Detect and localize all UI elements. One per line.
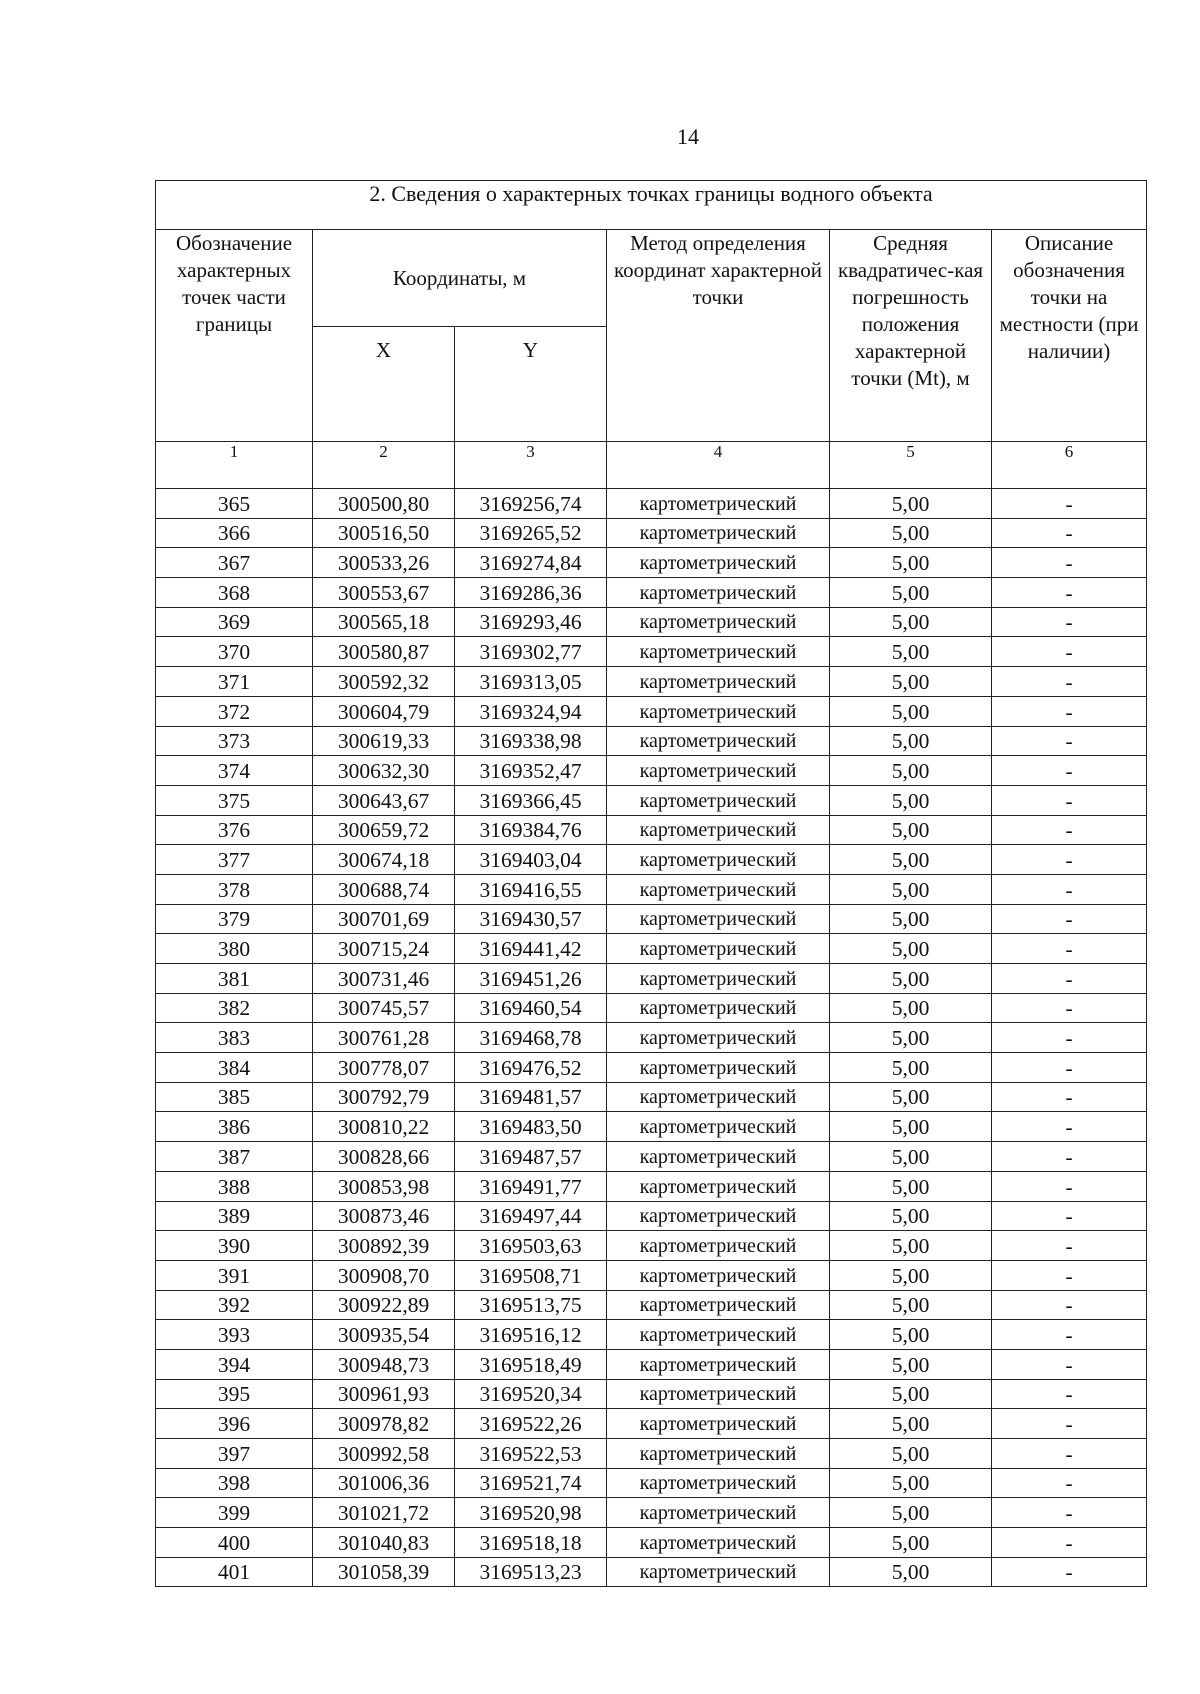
mt-error-cell: 5,00: [830, 637, 992, 667]
table-row: [156, 1349, 1147, 1379]
method-cell: картометрический: [607, 964, 830, 994]
x-coordinate-cell: 300873,46: [313, 1201, 455, 1231]
point-number-cell: 384: [156, 1053, 313, 1083]
method-cell: картометрический: [607, 637, 830, 667]
point-number-cell: 394: [156, 1349, 313, 1379]
mt-error-cell: 5,00: [830, 1557, 992, 1587]
table-row: [156, 1260, 1147, 1290]
y-coordinate-cell: 3169302,77: [455, 637, 607, 667]
point-number-cell: 396: [156, 1409, 313, 1439]
point-number-cell: 367: [156, 548, 313, 578]
x-coordinate-cell: 301021,72: [313, 1498, 455, 1528]
point-number-cell: 389: [156, 1201, 313, 1231]
x-coordinate-cell: 300792,79: [313, 1082, 455, 1112]
method-cell: картометрический: [607, 1409, 830, 1439]
y-coordinate-cell: 3169256,74: [455, 489, 607, 519]
table-row: [156, 696, 1147, 726]
mt-error-cell: 5,00: [830, 1409, 992, 1439]
y-coordinate-cell: 3169516,12: [455, 1320, 607, 1350]
method-cell: картометрический: [607, 1528, 830, 1558]
mt-error-cell: 5,00: [830, 518, 992, 548]
point-number-cell: 401: [156, 1557, 313, 1587]
y-coordinate-cell: 3169293,46: [455, 607, 607, 637]
table-row: [156, 1439, 1147, 1469]
x-coordinate-cell: 300853,98: [313, 1171, 455, 1201]
point-number-cell: 368: [156, 578, 313, 608]
y-coordinate-cell: 3169313,05: [455, 667, 607, 697]
y-coordinate-cell: 3169513,23: [455, 1557, 607, 1587]
point-number-cell: 379: [156, 904, 313, 934]
mt-error-cell: 5,00: [830, 578, 992, 608]
mt-error-cell: 5,00: [830, 607, 992, 637]
y-coordinate-cell: 3169503,63: [455, 1231, 607, 1261]
description-cell: -: [992, 1409, 1147, 1439]
table-row: [156, 815, 1147, 845]
method-cell: картометрический: [607, 667, 830, 697]
description-cell: -: [992, 548, 1147, 578]
point-number-cell: 375: [156, 785, 313, 815]
mt-error-cell: 5,00: [830, 1201, 992, 1231]
table-row: [156, 726, 1147, 756]
description-cell: -: [992, 1468, 1147, 1498]
method-cell: картометрический: [607, 548, 830, 578]
y-coordinate-cell: 3169403,04: [455, 845, 607, 875]
y-coordinate-cell: 3169487,57: [455, 1142, 607, 1172]
point-number-cell: 393: [156, 1320, 313, 1350]
description-cell: -: [992, 578, 1147, 608]
method-cell: картометрический: [607, 1260, 830, 1290]
point-number-cell: 392: [156, 1290, 313, 1320]
mt-error-cell: 5,00: [830, 696, 992, 726]
x-coordinate-cell: 300745,57: [313, 993, 455, 1023]
x-coordinate-cell: 300978,82: [313, 1409, 455, 1439]
mt-error-cell: 5,00: [830, 1290, 992, 1320]
y-coordinate-cell: 3169286,36: [455, 578, 607, 608]
x-coordinate-cell: 300715,24: [313, 934, 455, 964]
y-coordinate-cell: 3169520,98: [455, 1498, 607, 1528]
y-coordinate-cell: 3169481,57: [455, 1082, 607, 1112]
x-coordinate-cell: 300731,46: [313, 964, 455, 994]
mt-error-cell: 5,00: [830, 667, 992, 697]
x-coordinate-cell: 300908,70: [313, 1260, 455, 1290]
method-cell: картометрический: [607, 1379, 830, 1409]
x-coordinate-cell: 301006,36: [313, 1468, 455, 1498]
x-coordinate-cell: 300961,93: [313, 1379, 455, 1409]
x-coordinate-cell: 300659,72: [313, 815, 455, 845]
method-cell: картометрический: [607, 1498, 830, 1528]
column-number: 5: [830, 442, 992, 489]
y-coordinate-cell: 3169366,45: [455, 785, 607, 815]
point-number-cell: 399: [156, 1498, 313, 1528]
method-cell: картометрический: [607, 1201, 830, 1231]
method-cell: картометрический: [607, 578, 830, 608]
header-mean-square-error: Средняя квадратичес-кая погрешность положения характерной точки (Mt), м: [830, 230, 992, 442]
method-cell: картометрический: [607, 1439, 830, 1469]
method-cell: картометрический: [607, 845, 830, 875]
point-number-cell: 369: [156, 607, 313, 637]
method-cell: картометрический: [607, 1171, 830, 1201]
description-cell: -: [992, 607, 1147, 637]
method-cell: картометрический: [607, 1557, 830, 1587]
description-cell: -: [992, 1349, 1147, 1379]
method-cell: картометрический: [607, 756, 830, 786]
table-row: [156, 637, 1147, 667]
description-cell: -: [992, 1260, 1147, 1290]
description-cell: -: [992, 667, 1147, 697]
x-coordinate-cell: 300935,54: [313, 1320, 455, 1350]
x-coordinate-cell: 300632,30: [313, 756, 455, 786]
y-coordinate-cell: 3169338,98: [455, 726, 607, 756]
table-row: [156, 756, 1147, 786]
x-coordinate-cell: 300948,73: [313, 1349, 455, 1379]
x-coordinate-cell: 300778,07: [313, 1053, 455, 1083]
mt-error-cell: 5,00: [830, 1142, 992, 1172]
method-cell: картометрический: [607, 1053, 830, 1083]
y-coordinate-cell: 3169451,26: [455, 964, 607, 994]
mt-error-cell: 5,00: [830, 548, 992, 578]
table-row: [156, 874, 1147, 904]
table-row: [156, 1290, 1147, 1320]
header-y: Y: [455, 327, 607, 442]
mt-error-cell: 5,00: [830, 1528, 992, 1558]
column-number: 6: [992, 442, 1147, 489]
header-description: Описание обозначения точки на местности (при наличии): [992, 230, 1147, 442]
y-coordinate-cell: 3169274,84: [455, 548, 607, 578]
point-number-cell: 395: [156, 1379, 313, 1409]
description-cell: -: [992, 993, 1147, 1023]
point-number-cell: 391: [156, 1260, 313, 1290]
table-row: [156, 1528, 1147, 1558]
mt-error-cell: 5,00: [830, 489, 992, 519]
table-row: [156, 518, 1147, 548]
x-coordinate-cell: 300619,33: [313, 726, 455, 756]
method-cell: картометрический: [607, 815, 830, 845]
description-cell: -: [992, 696, 1147, 726]
description-cell: -: [992, 1082, 1147, 1112]
mt-error-cell: 5,00: [830, 993, 992, 1023]
table-row: [156, 667, 1147, 697]
y-coordinate-cell: 3169508,71: [455, 1260, 607, 1290]
x-coordinate-cell: 300688,74: [313, 874, 455, 904]
mt-error-cell: 5,00: [830, 964, 992, 994]
description-cell: -: [992, 964, 1147, 994]
description-cell: -: [992, 904, 1147, 934]
table-row: [156, 548, 1147, 578]
point-number-cell: 373: [156, 726, 313, 756]
page-number: 14: [677, 124, 699, 149]
point-number-cell: 388: [156, 1171, 313, 1201]
description-cell: -: [992, 1439, 1147, 1469]
x-coordinate-cell: 300701,69: [313, 904, 455, 934]
mt-error-cell: 5,00: [830, 1112, 992, 1142]
description-cell: -: [992, 726, 1147, 756]
point-number-cell: 371: [156, 667, 313, 697]
y-coordinate-cell: 3169520,34: [455, 1379, 607, 1409]
description-cell: -: [992, 815, 1147, 845]
x-coordinate-cell: 300892,39: [313, 1231, 455, 1261]
description-cell: -: [992, 1112, 1147, 1142]
description-cell: -: [992, 874, 1147, 904]
mt-error-cell: 5,00: [830, 1082, 992, 1112]
x-coordinate-cell: 300565,18: [313, 607, 455, 637]
point-number-cell: 397: [156, 1439, 313, 1469]
table-row: [156, 1171, 1147, 1201]
x-coordinate-cell: 301058,39: [313, 1557, 455, 1587]
point-number-cell: 377: [156, 845, 313, 875]
method-cell: картометрический: [607, 1290, 830, 1320]
table-row: [156, 904, 1147, 934]
x-coordinate-cell: 300516,50: [313, 518, 455, 548]
x-coordinate-cell: 300810,22: [313, 1112, 455, 1142]
point-number-cell: 385: [156, 1082, 313, 1112]
method-cell: картометрический: [607, 489, 830, 519]
y-coordinate-cell: 3169518,49: [455, 1349, 607, 1379]
table-row: [156, 1112, 1147, 1142]
description-cell: -: [992, 1142, 1147, 1172]
table-row: [156, 607, 1147, 637]
table-row: [156, 1557, 1147, 1587]
y-coordinate-cell: 3169491,77: [455, 1171, 607, 1201]
mt-error-cell: 5,00: [830, 874, 992, 904]
method-cell: картометрический: [607, 785, 830, 815]
point-number-cell: 365: [156, 489, 313, 519]
boundary-points-table: [155, 180, 1147, 1587]
point-number-cell: 378: [156, 874, 313, 904]
x-coordinate-cell: 300553,67: [313, 578, 455, 608]
table-row: [156, 964, 1147, 994]
x-coordinate-cell: 300580,87: [313, 637, 455, 667]
x-coordinate-cell: 300500,80: [313, 489, 455, 519]
method-cell: картометрический: [607, 1468, 830, 1498]
point-number-cell: 383: [156, 1023, 313, 1053]
description-cell: -: [992, 489, 1147, 519]
description-cell: -: [992, 1053, 1147, 1083]
method-cell: картометрический: [607, 904, 830, 934]
point-number-cell: 370: [156, 637, 313, 667]
mt-error-cell: 5,00: [830, 1439, 992, 1469]
point-number-cell: 387: [156, 1142, 313, 1172]
description-cell: -: [992, 1231, 1147, 1261]
method-cell: картометрический: [607, 607, 830, 637]
description-cell: -: [992, 934, 1147, 964]
x-coordinate-cell: 300674,18: [313, 845, 455, 875]
mt-error-cell: 5,00: [830, 934, 992, 964]
point-number-cell: 386: [156, 1112, 313, 1142]
mt-error-cell: 5,00: [830, 1023, 992, 1053]
table-row: [156, 578, 1147, 608]
table-row: [156, 1053, 1147, 1083]
point-number-cell: 398: [156, 1468, 313, 1498]
method-cell: картометрический: [607, 934, 830, 964]
table-row: [156, 1231, 1147, 1261]
mt-error-cell: 5,00: [830, 726, 992, 756]
table-row: [156, 1142, 1147, 1172]
table-row: [156, 1082, 1147, 1112]
method-cell: картометрический: [607, 1349, 830, 1379]
mt-error-cell: 5,00: [830, 1468, 992, 1498]
description-cell: -: [992, 1201, 1147, 1231]
y-coordinate-cell: 3169522,53: [455, 1439, 607, 1469]
table-row: [156, 1023, 1147, 1053]
x-coordinate-cell: 300922,89: [313, 1290, 455, 1320]
point-number-cell: 400: [156, 1528, 313, 1558]
mt-error-cell: 5,00: [830, 1379, 992, 1409]
mt-error-cell: 5,00: [830, 1231, 992, 1261]
table-row: [156, 785, 1147, 815]
method-cell: картометрический: [607, 993, 830, 1023]
x-coordinate-cell: 300761,28: [313, 1023, 455, 1053]
table-row: [156, 1320, 1147, 1350]
mt-error-cell: 5,00: [830, 845, 992, 875]
method-cell: картометрический: [607, 726, 830, 756]
y-coordinate-cell: 3169522,26: [455, 1409, 607, 1439]
description-cell: -: [992, 785, 1147, 815]
table-row: [156, 845, 1147, 875]
description-cell: -: [992, 756, 1147, 786]
mt-error-cell: 5,00: [830, 815, 992, 845]
mt-error-cell: 5,00: [830, 756, 992, 786]
point-number-cell: 390: [156, 1231, 313, 1261]
table-row: [156, 1468, 1147, 1498]
method-cell: картометрический: [607, 1320, 830, 1350]
method-cell: картометрический: [607, 1082, 830, 1112]
method-cell: картометрический: [607, 518, 830, 548]
x-coordinate-cell: 300604,79: [313, 696, 455, 726]
y-coordinate-cell: 3169441,42: [455, 934, 607, 964]
description-cell: -: [992, 637, 1147, 667]
description-cell: -: [992, 518, 1147, 548]
description-cell: -: [992, 1171, 1147, 1201]
y-coordinate-cell: 3169430,57: [455, 904, 607, 934]
y-coordinate-cell: 3169416,55: [455, 874, 607, 904]
mt-error-cell: 5,00: [830, 1171, 992, 1201]
header-x: X: [313, 327, 455, 442]
table-row: [156, 993, 1147, 1023]
y-coordinate-cell: 3169265,52: [455, 518, 607, 548]
table-row: [156, 489, 1147, 519]
y-coordinate-cell: 3169468,78: [455, 1023, 607, 1053]
header-method: Метод определения координат характерной точки: [607, 230, 830, 442]
mt-error-cell: 5,00: [830, 1053, 992, 1083]
y-coordinate-cell: 3169460,54: [455, 993, 607, 1023]
column-number: 2: [313, 442, 455, 489]
x-coordinate-cell: 301040,83: [313, 1528, 455, 1558]
x-coordinate-cell: 300533,26: [313, 548, 455, 578]
method-cell: картометрический: [607, 1112, 830, 1142]
y-coordinate-cell: 3169476,52: [455, 1053, 607, 1083]
y-coordinate-cell: 3169384,76: [455, 815, 607, 845]
description-cell: -: [992, 1023, 1147, 1053]
table-row: [156, 1409, 1147, 1439]
point-number-cell: 376: [156, 815, 313, 845]
y-coordinate-cell: 3169513,75: [455, 1290, 607, 1320]
method-cell: картометрический: [607, 696, 830, 726]
x-coordinate-cell: 300592,32: [313, 667, 455, 697]
description-cell: -: [992, 1498, 1147, 1528]
y-coordinate-cell: 3169352,47: [455, 756, 607, 786]
mt-error-cell: 5,00: [830, 1349, 992, 1379]
point-number-cell: 380: [156, 934, 313, 964]
table-row: [156, 1379, 1147, 1409]
description-cell: -: [992, 1320, 1147, 1350]
y-coordinate-cell: 3169497,44: [455, 1201, 607, 1231]
mt-error-cell: 5,00: [830, 904, 992, 934]
mt-error-cell: 5,00: [830, 1498, 992, 1528]
section-title: 2. Сведения о характерных точках границы водного объекта: [156, 181, 1147, 230]
y-coordinate-cell: 3169518,18: [455, 1528, 607, 1558]
point-number-cell: 366: [156, 518, 313, 548]
table-row: [156, 934, 1147, 964]
column-number: 3: [455, 442, 607, 489]
column-number: 1: [156, 442, 313, 489]
mt-error-cell: 5,00: [830, 785, 992, 815]
method-cell: картометрический: [607, 1142, 830, 1172]
table-row: [156, 1201, 1147, 1231]
table-row: [156, 1498, 1147, 1528]
description-cell: -: [992, 1290, 1147, 1320]
point-number-cell: 381: [156, 964, 313, 994]
method-cell: картометрический: [607, 1023, 830, 1053]
point-number-cell: 374: [156, 756, 313, 786]
column-number: 4: [607, 442, 830, 489]
x-coordinate-cell: 300828,66: [313, 1142, 455, 1172]
description-cell: -: [992, 1528, 1147, 1558]
description-cell: -: [992, 1557, 1147, 1587]
y-coordinate-cell: 3169521,74: [455, 1468, 607, 1498]
x-coordinate-cell: 300643,67: [313, 785, 455, 815]
y-coordinate-cell: 3169483,50: [455, 1112, 607, 1142]
header-point-designation: Обозначение характерных точек части границы: [156, 230, 313, 442]
description-cell: -: [992, 1379, 1147, 1409]
table-body: [156, 489, 1147, 1587]
header-coordinates: Координаты, м: [313, 230, 607, 327]
mt-error-cell: 5,00: [830, 1320, 992, 1350]
method-cell: картометрический: [607, 874, 830, 904]
mt-error-cell: 5,00: [830, 1260, 992, 1290]
description-cell: -: [992, 845, 1147, 875]
point-number-cell: 382: [156, 993, 313, 1023]
point-number-cell: 372: [156, 696, 313, 726]
x-coordinate-cell: 300992,58: [313, 1439, 455, 1469]
method-cell: картометрический: [607, 1231, 830, 1261]
y-coordinate-cell: 3169324,94: [455, 696, 607, 726]
